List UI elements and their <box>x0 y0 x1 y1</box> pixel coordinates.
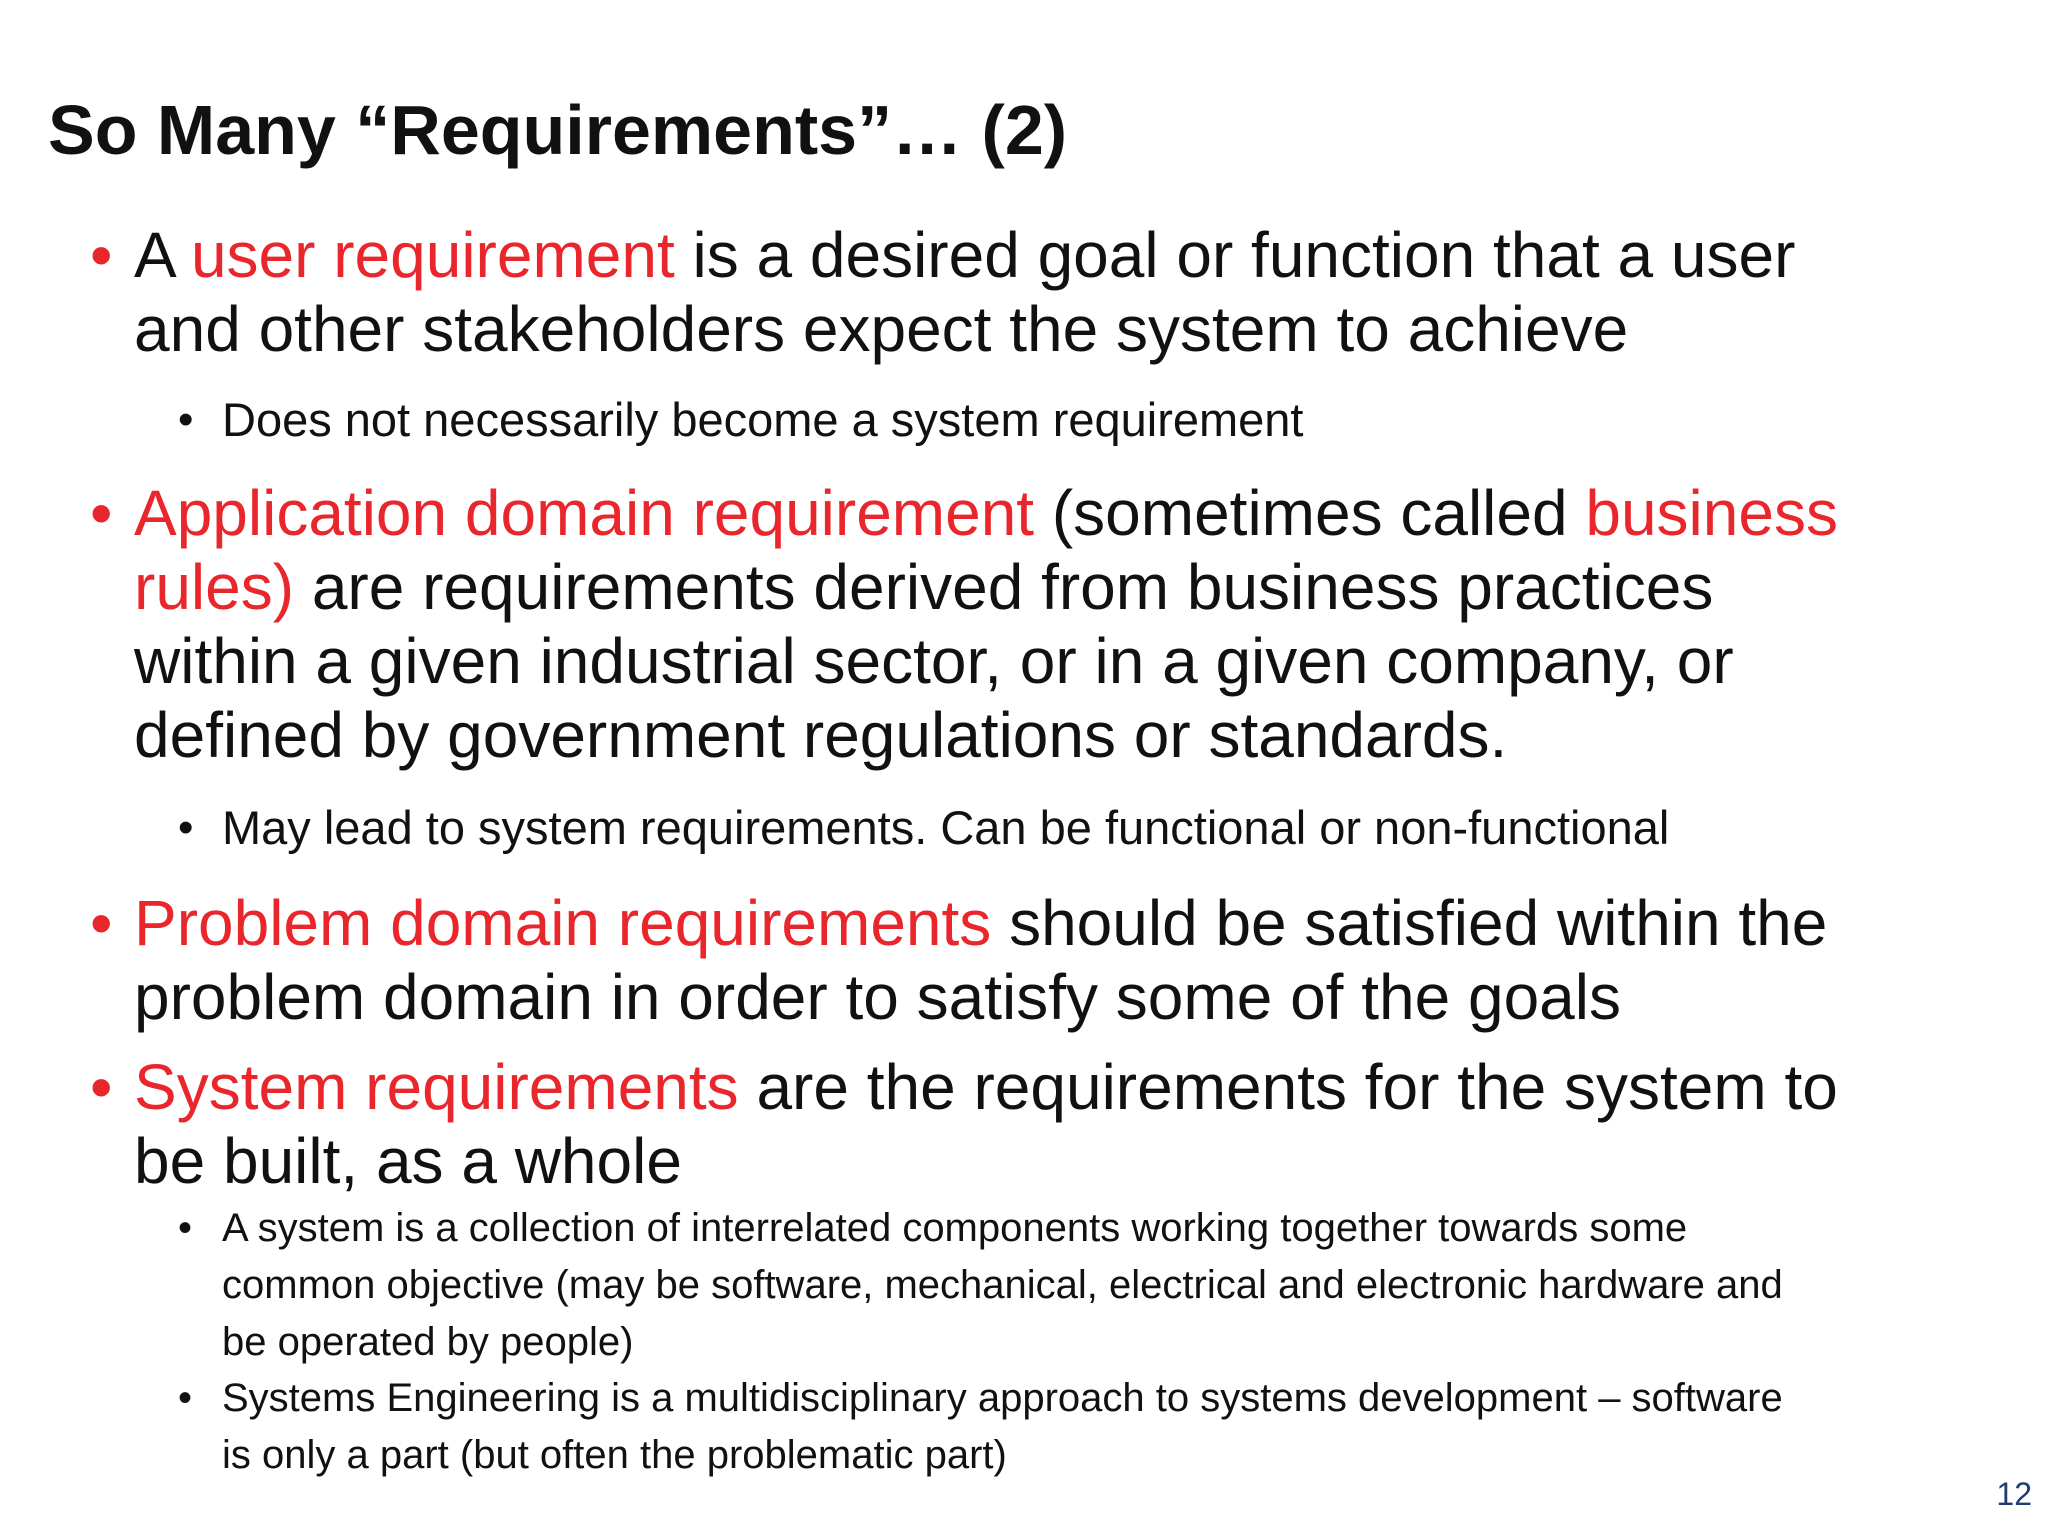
bullet-text: A <box>134 219 191 291</box>
highlight-term: user requirement <box>190 219 675 291</box>
bullet-marker: • <box>90 477 113 549</box>
bullet-line: problem domain in order to satisfy some of the goals <box>134 961 1621 1033</box>
bullet-marker: • <box>90 219 113 291</box>
subbullet-text: common objective (may be software, mechanical, electrical and electronic hardware and <box>222 1263 1783 1307</box>
bullet-line <box>134 886 2024 960</box>
bullet-marker: • <box>90 1051 113 1123</box>
subbullet-application-domain <box>178 800 2022 856</box>
bullet-text: (sometimes called <box>1034 477 1586 549</box>
highlight-term: Application domain requirement <box>134 477 1035 549</box>
highlight-term: Problem domain requirements <box>134 887 992 959</box>
highlight-term: business <box>1585 477 1838 549</box>
subbullet-marker: • <box>178 803 194 852</box>
bullet-marker: • <box>90 887 113 959</box>
subbullet-text: Systems Engineering is a multidisciplinary approach to systems development – software <box>222 1376 1783 1420</box>
subbullet-text: be operated by people) <box>222 1320 634 1364</box>
bullet-system-requirements <box>90 1050 2024 1198</box>
bullet-line: within a given industrial sector, or in a given company, or <box>134 625 1734 697</box>
bullet-text: are requirements derived from business practices <box>294 551 1714 623</box>
subbullet-marker: • <box>178 395 194 444</box>
subbullet-marker: • <box>178 1206 193 1250</box>
bullet-text: are the requirements for the system to <box>738 1051 1838 1123</box>
highlight-term: rules) <box>134 551 295 623</box>
bullet-line: and other stakeholders expect the system to achieve <box>134 293 1629 365</box>
bullet-line <box>134 476 2024 550</box>
bullet-user-requirement <box>90 218 2024 366</box>
bullet-application-domain-requirement <box>90 476 2024 772</box>
bullet-line <box>134 1050 2024 1124</box>
subbullet-user-requirement <box>178 392 2022 448</box>
page-number: 12 <box>1996 1476 2032 1512</box>
bullet-problem-domain-requirements <box>90 886 2024 1034</box>
bullet-line <box>134 218 2024 292</box>
subbullet-system-definition <box>178 1200 2022 1371</box>
subbullet-marker: • <box>178 1376 193 1420</box>
bullet-text: should be satisfied within the <box>991 887 1828 959</box>
slide-title: So Many “Requirements”… (2) <box>48 91 1068 169</box>
subbullet-text: is only a part (but often the problematic part) <box>222 1433 1007 1477</box>
bullet-line: defined by government regulations or standards. <box>134 699 1508 771</box>
bullet-line: be built, as a whole <box>134 1125 682 1197</box>
subbullet-systems-engineering <box>178 1370 2022 1484</box>
subbullet-text: Does not necessarily become a system requirement <box>222 393 1304 446</box>
bullet-text: is a desired goal or function that a user <box>674 219 1796 291</box>
bullet-line <box>134 550 2024 624</box>
subbullet-text: May lead to system requirements. Can be functional or non-functional <box>222 801 1670 854</box>
highlight-term: System requirements <box>134 1051 739 1123</box>
subbullet-text: A system is a collection of interrelated components working together towards some <box>222 1206 1688 1250</box>
